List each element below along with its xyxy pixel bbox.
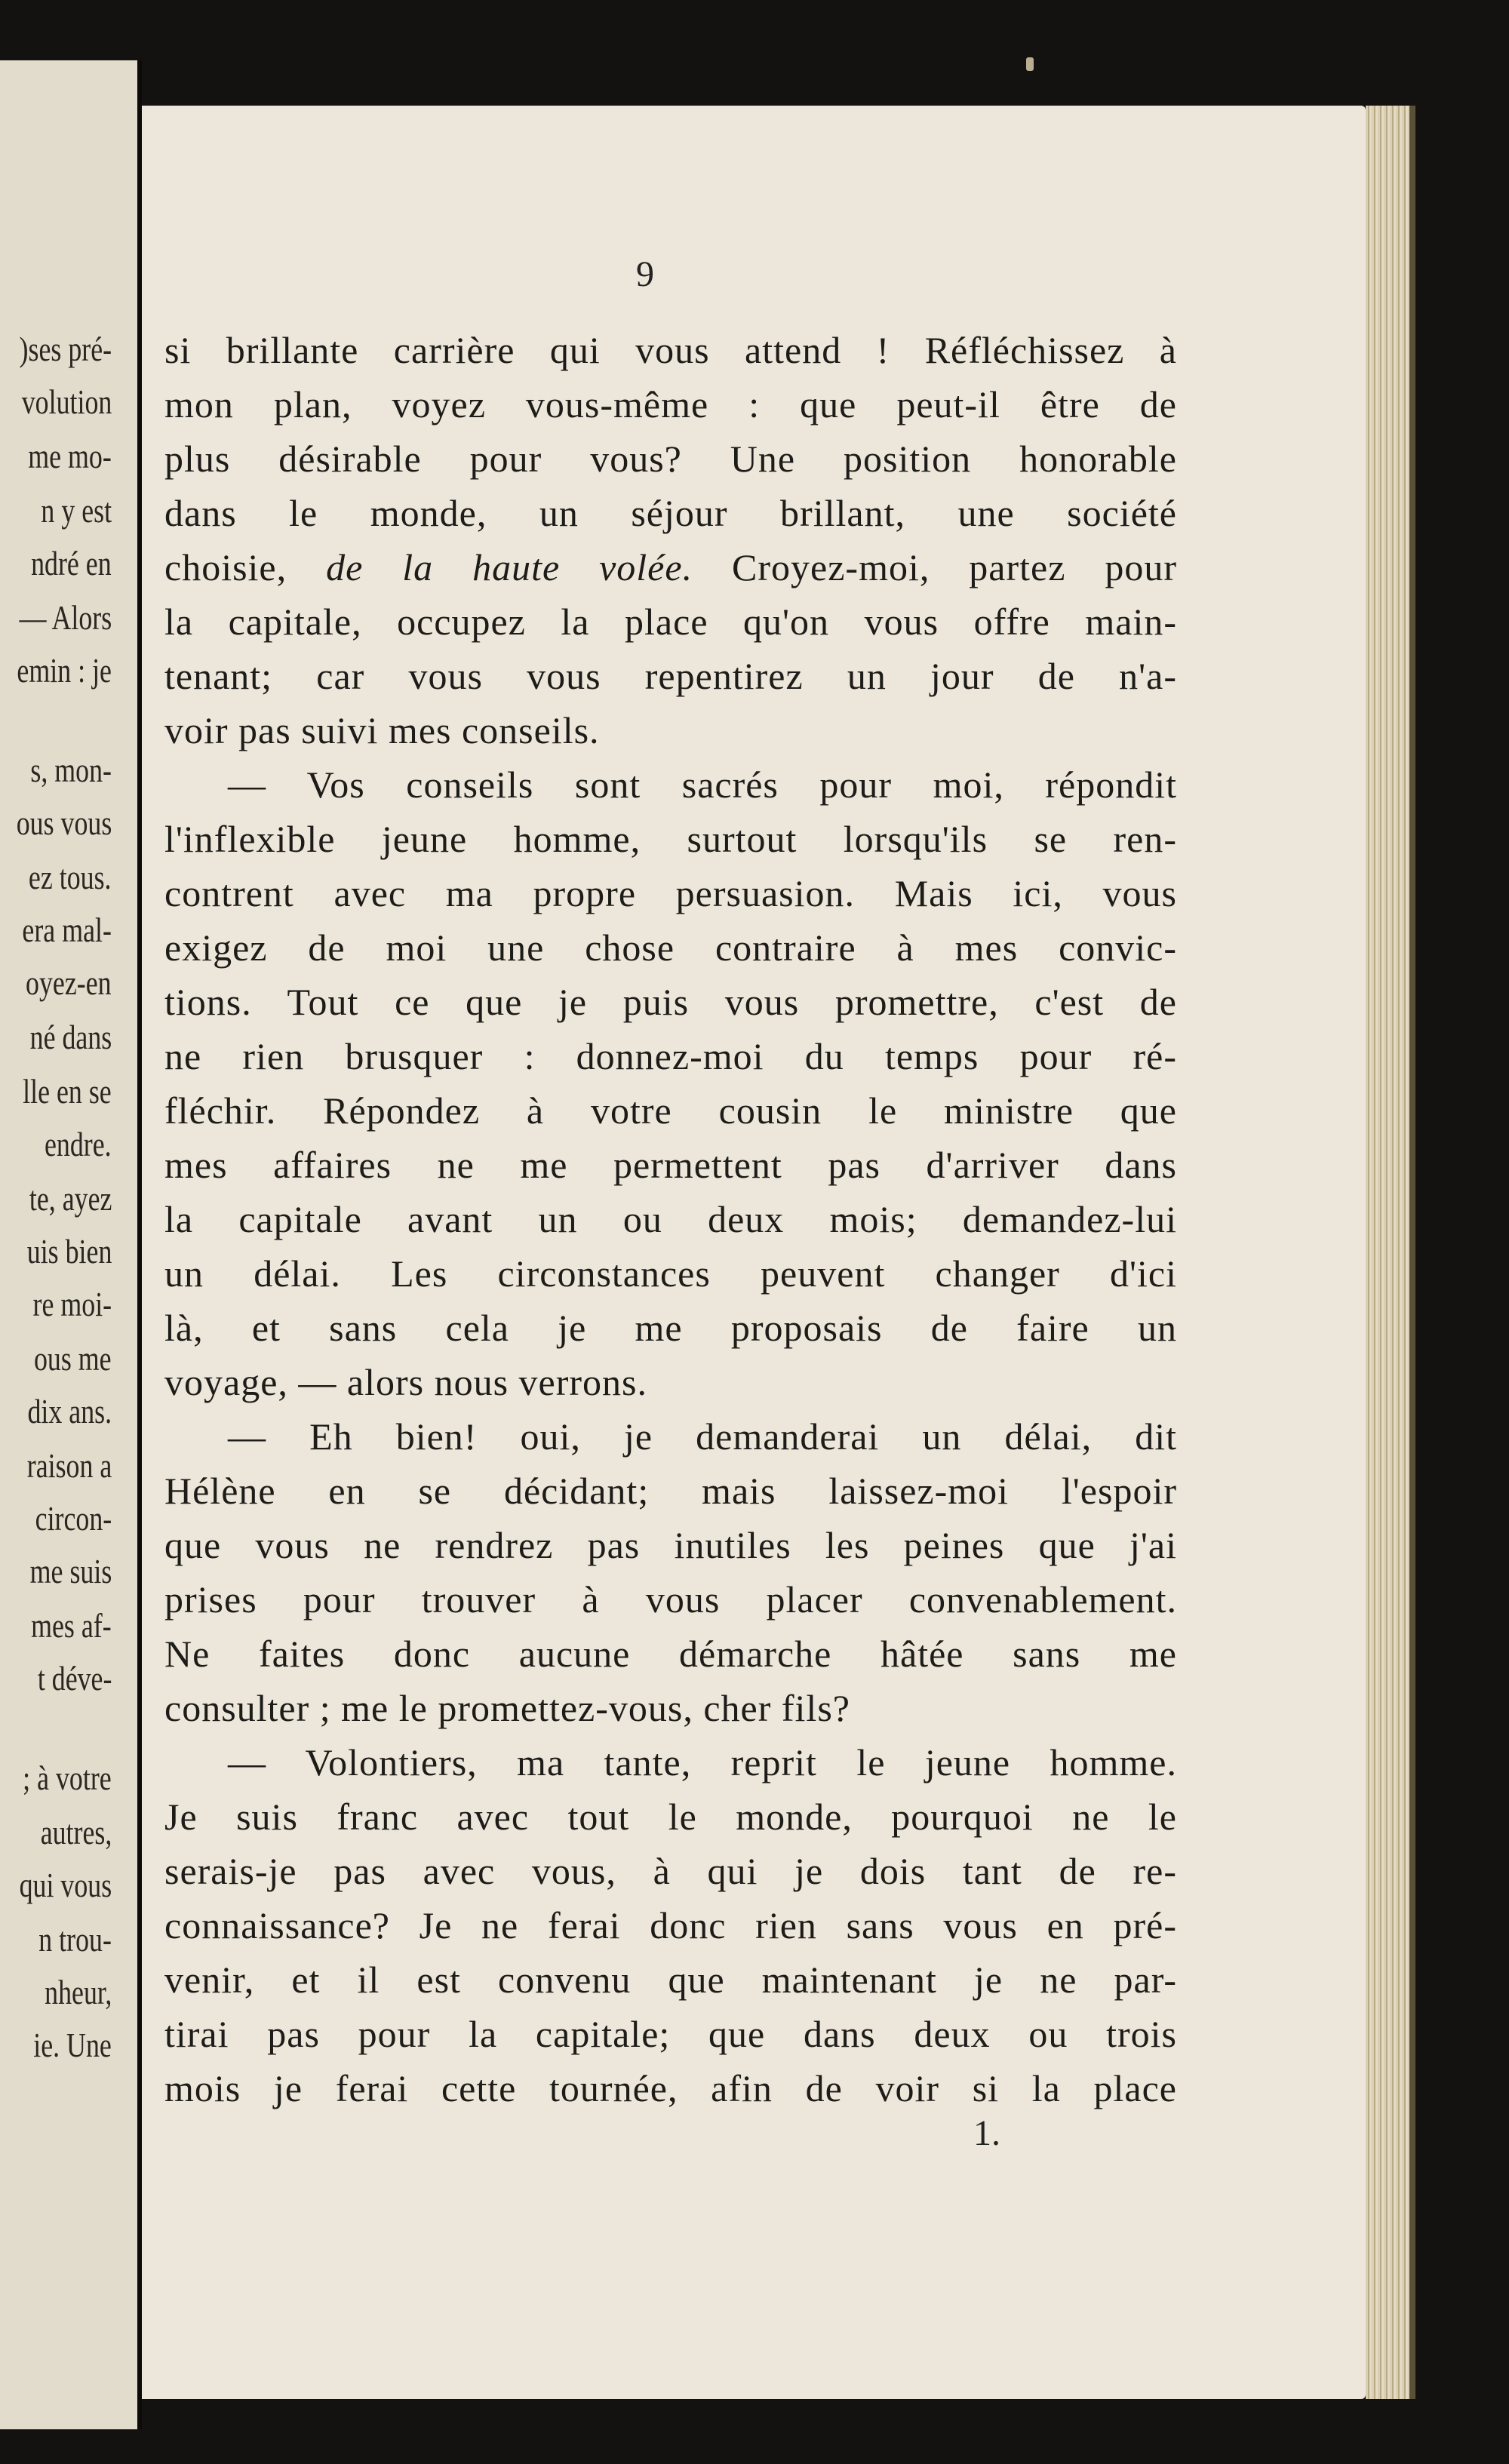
text-segment: choisie,	[164, 546, 287, 588]
text-line: que vous ne rendrez pas inutiles les peines que j'ai	[164, 1524, 1177, 1566]
text-line: mes affaires ne me permettent pas d'arriver dans	[164, 1144, 1177, 1186]
page-edges	[1366, 106, 1409, 2399]
text-line: tirai pas pour la capitale; que dans deux ou trois	[164, 2013, 1177, 2055]
text-line: fléchir. Répondez à votre cousin le ministre que	[164, 1089, 1177, 1132]
left-page-line: volution	[21, 383, 112, 421]
text-line: venir, et il est convenu que maintenant je ne par-	[164, 1959, 1177, 2001]
text-line: la capitale avant un ou deux mois; demandez-lui	[164, 1198, 1177, 1240]
left-page-line: me suis	[29, 1552, 112, 1590]
left-page-line: raison a	[26, 1446, 112, 1485]
text-line: tenant; car vous vous repentirez un jour de n'a-	[164, 655, 1177, 697]
left-page-line: endre.	[45, 1125, 112, 1163]
left-page-line: qui vous	[19, 1866, 112, 1904]
italic-phrase: de la haute volée.	[326, 546, 693, 588]
text-line: — Eh bien! oui, je demanderai un délai, dit	[228, 1415, 1177, 1458]
text-line: Hélène en se décidant; mais laissez-moi l'espoir	[164, 1470, 1177, 1512]
text-line: mon plan, voyez vous-même : que peut-il être de	[164, 383, 1177, 426]
text-line: la capitale, occupez la place qu'on vous offre main-	[164, 601, 1177, 643]
left-page-line: mes af-	[31, 1606, 112, 1645]
text-line: si brillante carrière qui vous attend ! Réfléchissez à	[164, 329, 1177, 371]
text-line: exigez de moi une chose contraire à mes convic-	[164, 926, 1177, 969]
left-page-line: — Alors	[19, 598, 112, 637]
left-page-line: ous vous	[16, 803, 112, 842]
signature-mark: 1.	[973, 2113, 1000, 2153]
text-line: prises pour trouver à vous placer convenablement.	[164, 1578, 1177, 1621]
text-segment: Croyez-moi, partez pour	[732, 546, 1177, 588]
text-line: là, et sans cela je me proposais de faire un	[164, 1307, 1177, 1349]
left-page-line: emin : je	[17, 651, 112, 690]
left-page-line: te, ayez	[29, 1179, 112, 1218]
left-page-line: n trou-	[38, 1920, 112, 1959]
left-page-line: oyez-en	[26, 963, 112, 1002]
cover-edge	[1409, 106, 1415, 2399]
text-line: plus désirable pour vous? Une position honorable	[164, 438, 1177, 480]
left-page-line: circon-	[35, 1499, 112, 1538]
left-page-line: t déve-	[37, 1659, 112, 1697]
text-line: ne rien brusquer : donnez-moi du temps pour ré-	[164, 1035, 1177, 1077]
text-line: contrent avec ma propre persuasion. Mais ici, vous	[164, 872, 1177, 914]
left-page-line: uis bien	[26, 1232, 112, 1270]
text-line: consulter ; me le promettez-vous, cher fils?	[164, 1687, 850, 1729]
left-page-line: ie. Une	[33, 2026, 112, 2064]
left-page-line: n y est	[41, 491, 112, 530]
text-line: voir pas suivi mes conseils.	[164, 709, 600, 751]
text-line: — Volontiers, ma tante, reprit le jeune homme.	[228, 1741, 1177, 1783]
left-page-line: nheur,	[44, 1973, 112, 2011]
body-text	[164, 323, 1177, 2115]
left-page-line: s, mon-	[30, 751, 112, 789]
left-page-line: ; à votre	[23, 1759, 112, 1797]
left-page-line: re moi-	[32, 1285, 112, 1323]
text-line: dans le monde, un séjour brillant, une société	[164, 492, 1177, 534]
text-line: tions. Tout ce que je puis vous promettre, c'est de	[164, 981, 1177, 1023]
left-page	[0, 60, 140, 2429]
left-page-line: ez tous.	[29, 858, 112, 896]
page-number: 9	[636, 254, 654, 294]
left-page-line: ndré en	[31, 544, 112, 582]
text-line: connaissance? Je ne ferai donc rien sans vous en pré-	[164, 1904, 1177, 1946]
text-line: serais-je pas avec vous, à qui je dois tant de re-	[164, 1850, 1177, 1892]
left-page-line: era mal-	[22, 911, 112, 949]
left-page-line: )ses pré-	[19, 330, 112, 368]
text-line: mois je ferai cette tournée, afin de voir si la place	[164, 2067, 1177, 2109]
paper-speck	[1026, 57, 1034, 71]
text-line: un délai. Les circonstances peuvent changer d'ici	[164, 1252, 1177, 1295]
left-page-line: autres,	[40, 1813, 112, 1851]
left-page-line: né dans	[29, 1018, 112, 1056]
text-line: l'inflexible jeune homme, surtout lorsqu'ils se ren-	[164, 818, 1177, 860]
left-page-line: ous me	[34, 1339, 112, 1378]
left-page-line: lle en se	[23, 1072, 112, 1111]
text-line: voyage, — alors nous verrons.	[164, 1361, 647, 1403]
left-page-line: me mo-	[28, 437, 112, 475]
text-line: Ne faites donc aucune démarche hâtée sans me	[164, 1633, 1177, 1675]
text-line: Je suis franc avec tout le monde, pourquoi ne le	[164, 1796, 1177, 1838]
left-page-line: dix ans.	[27, 1392, 112, 1430]
text-line: — Vos conseils sont sacrés pour moi, répondit	[228, 763, 1177, 806]
text-line	[164, 540, 1177, 594]
